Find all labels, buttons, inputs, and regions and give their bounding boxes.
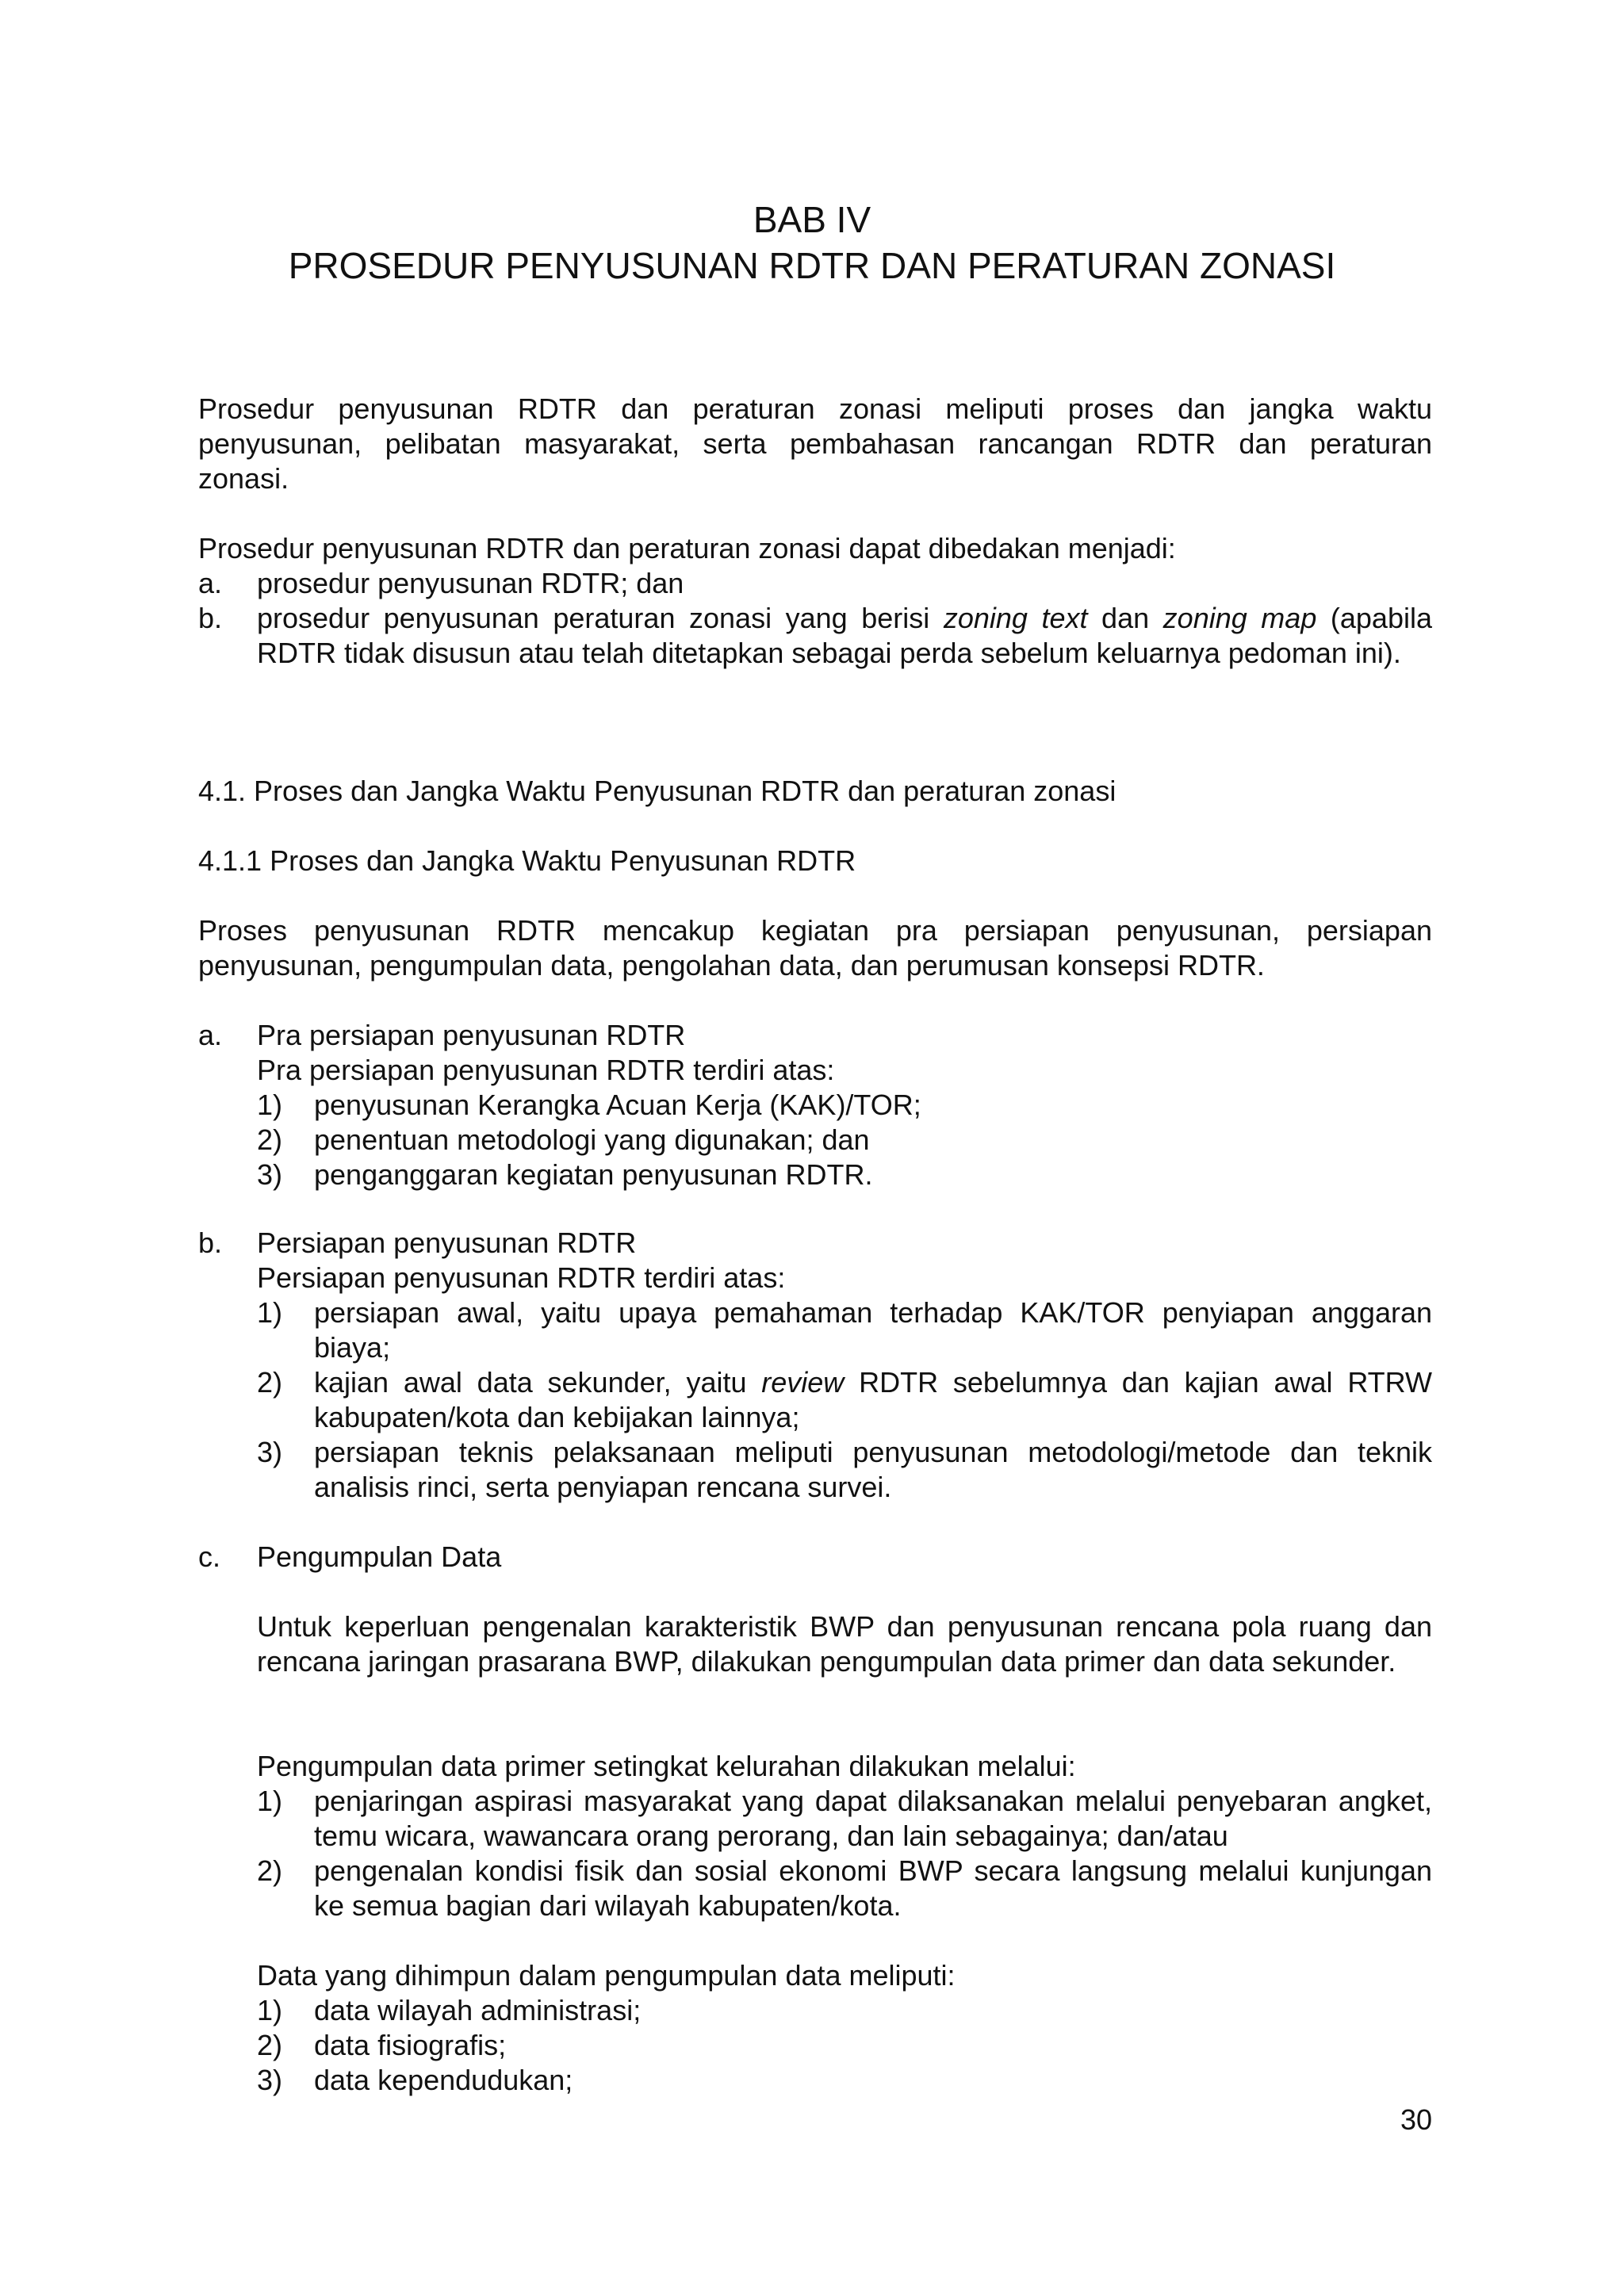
- list-marker: 1): [257, 1089, 283, 1121]
- intro-line-1: Prosedur penyusunan RDTR dan peraturan zonasi meliputi proses dan jangka waktu: [198, 392, 1432, 425]
- item-title: Persiapan penyusunan RDTR: [257, 1226, 637, 1259]
- intro-p2-text: Prosedur penyusunan RDTR dan peraturan zonasi dapat dibedakan menjadi:: [198, 532, 1176, 564]
- item-c-paragraph-2: [198, 1749, 1432, 1923]
- list-marker: 3): [257, 2064, 283, 2096]
- list-item-text: penentuan metodologi yang digunakan; dan: [314, 1123, 870, 1156]
- item-c-paragraph-1: [198, 1609, 1432, 1679]
- list-item-text: penjaringan aspirasi masyarakat yang dapat dilaksanakan melalui penyebaran angket, temu wicara, wawancara orang perorang, dan lain sebagainya; dan/atau: [314, 1785, 1432, 1852]
- paragraph-text: Untuk keperluan pengenalan karakteristik BWP dan penyusunan rencana pola ruang dan rencana jaringan prasarana BWP, dilakukan pengumpulan data primer dan data sekunder.: [257, 1610, 1432, 1678]
- paragraph-line-1: Proses penyusunan RDTR mencakup kegiatan pra persiapan penyusunan, persiapan: [198, 914, 1432, 947]
- sub-list-item: [198, 1993, 1432, 2028]
- chapter-label: BAB IV: [753, 199, 871, 240]
- list-item-text: data wilayah administrasi;: [314, 1994, 642, 2026]
- text-run: dan: [1087, 602, 1163, 634]
- intro-line-2: penyusunan, pelibatan masyarakat, serta pembahasan rancangan RDTR dan peraturan: [198, 427, 1432, 460]
- list-marker: 2): [257, 1366, 283, 1399]
- list-marker: a.: [198, 1019, 223, 1051]
- item-intro: Persiapan penyusunan RDTR terdiri atas:: [257, 1261, 786, 1294]
- item-title: Pengumpulan Data: [257, 1540, 502, 1573]
- sub-list-item: [198, 1435, 1432, 1505]
- list-item-text: [314, 1365, 1432, 1435]
- list-marker: 1): [257, 1785, 283, 1817]
- intro-line-3: zonasi.: [198, 462, 289, 495]
- page-number: 30: [1400, 2103, 1432, 2136]
- intro-list-item-a: [198, 566, 1432, 601]
- list-marker: b.: [198, 602, 223, 634]
- list-item-text: [257, 601, 1432, 671]
- item-title: Pra persiapan penyusunan RDTR: [257, 1019, 686, 1051]
- item-b-persiapan: [198, 1226, 1432, 1505]
- paragraph-line-2: penyusunan, pengumpulan data, pengolahan data, dan perumusan konsepsi RDTR.: [198, 949, 1265, 982]
- sub-list-item: [198, 2028, 1432, 2063]
- list-marker: 2): [257, 1854, 283, 1887]
- item-intro: Data yang dihimpun dalam pengumpulan data meliputi:: [257, 1959, 956, 1992]
- sub-list-item: [198, 1295, 1432, 1365]
- item-intro: Pra persiapan penyusunan RDTR terdiri atas:: [257, 1054, 835, 1086]
- list-item-text: prosedur penyusunan RDTR; dan: [257, 567, 684, 599]
- intro-paragraph: [198, 392, 1432, 496]
- text-run: (apabila RDTR tidak disusun atau telah ditetapkan sebagai perda sebelum keluarnya pedoman ini).: [257, 602, 1432, 669]
- list-item-text: persiapan awal, yaitu upaya pemahaman terhadap KAK/TOR penyiapan anggaran biaya;: [314, 1296, 1432, 1364]
- list-item-text: data kependudukan;: [314, 2064, 573, 2096]
- item-intro: Pengumpulan data primer setingkat kelurahan dilakukan melalui:: [257, 1750, 1076, 1782]
- list-marker: 1): [257, 1296, 283, 1329]
- section-heading-4-1-1: [198, 844, 1432, 878]
- item-c-pengumpulan-data: [198, 1540, 1432, 1575]
- list-item-text: penganggaran kegiatan penyusunan RDTR.: [314, 1158, 873, 1191]
- text-run: prosedur penyusunan peraturan zonasi yang berisi: [257, 602, 944, 634]
- list-marker: b.: [198, 1226, 223, 1259]
- chapter-title-block: [0, 197, 1624, 289]
- sub-list-item: [198, 1365, 1432, 1435]
- intro-list-item-b: [198, 601, 1432, 671]
- sub-list-item: [198, 1088, 1432, 1123]
- list-marker: 2): [257, 2029, 283, 2061]
- list-item-text: data fisiografis;: [314, 2029, 507, 2061]
- italic-term: review: [761, 1366, 845, 1399]
- item-c-paragraph-3: [198, 1958, 1432, 2098]
- sub-list-item: [198, 2063, 1432, 2098]
- section-heading-text: 4.1. Proses dan Jangka Waktu Penyusunan RDTR dan peraturan zonasi: [198, 775, 1116, 807]
- sub-list-item: [198, 1158, 1432, 1192]
- list-marker: 3): [257, 1436, 283, 1468]
- sub-list-item: [198, 1784, 1432, 1854]
- sub-list-item: [198, 1854, 1432, 1923]
- list-marker: a.: [198, 567, 223, 599]
- list-marker: 1): [257, 1994, 283, 2026]
- sub-list-item: [198, 1123, 1432, 1158]
- item-a-pra-persiapan: [198, 1018, 1432, 1192]
- italic-term: zoning map: [1162, 602, 1317, 634]
- intro-paragraph-2: [198, 531, 1432, 671]
- list-marker: 2): [257, 1123, 283, 1156]
- italic-term: zoning text: [943, 602, 1088, 634]
- section-heading-4-1: [198, 774, 1432, 809]
- text-run: RDTR sebelumnya dan kajian awal RTRW kabupaten/kota dan kebijakan lainnya;: [314, 1366, 1432, 1433]
- item-b-header: [198, 1226, 1432, 1261]
- section-4-1-1-paragraph: [198, 913, 1432, 983]
- list-marker: c.: [198, 1540, 221, 1573]
- chapter-title: PROSEDUR PENYUSUNAN RDTR DAN PERATURAN ZONASI: [288, 245, 1336, 286]
- item-c-header: [198, 1540, 1432, 1575]
- section-heading-text: 4.1.1 Proses dan Jangka Waktu Penyusunan RDTR: [198, 844, 856, 877]
- list-marker: 3): [257, 1158, 283, 1191]
- list-item-text: persiapan teknis pelaksanaan meliputi penyusunan metodologi/metode dan teknik analisis rinci, serta penyiapan rencana survei.: [314, 1436, 1432, 1503]
- list-item-text: pengenalan kondisi fisik dan sosial ekonomi BWP secara langsung melalui kunjungan ke semua bagian dari wilayah kabupaten/kota.: [314, 1854, 1432, 1922]
- text-run: kajian awal data sekunder, yaitu: [314, 1366, 762, 1399]
- item-a-header: [198, 1018, 1432, 1053]
- list-item-text: penyusunan Kerangka Acuan Kerja (KAK)/TOR;: [314, 1089, 921, 1121]
